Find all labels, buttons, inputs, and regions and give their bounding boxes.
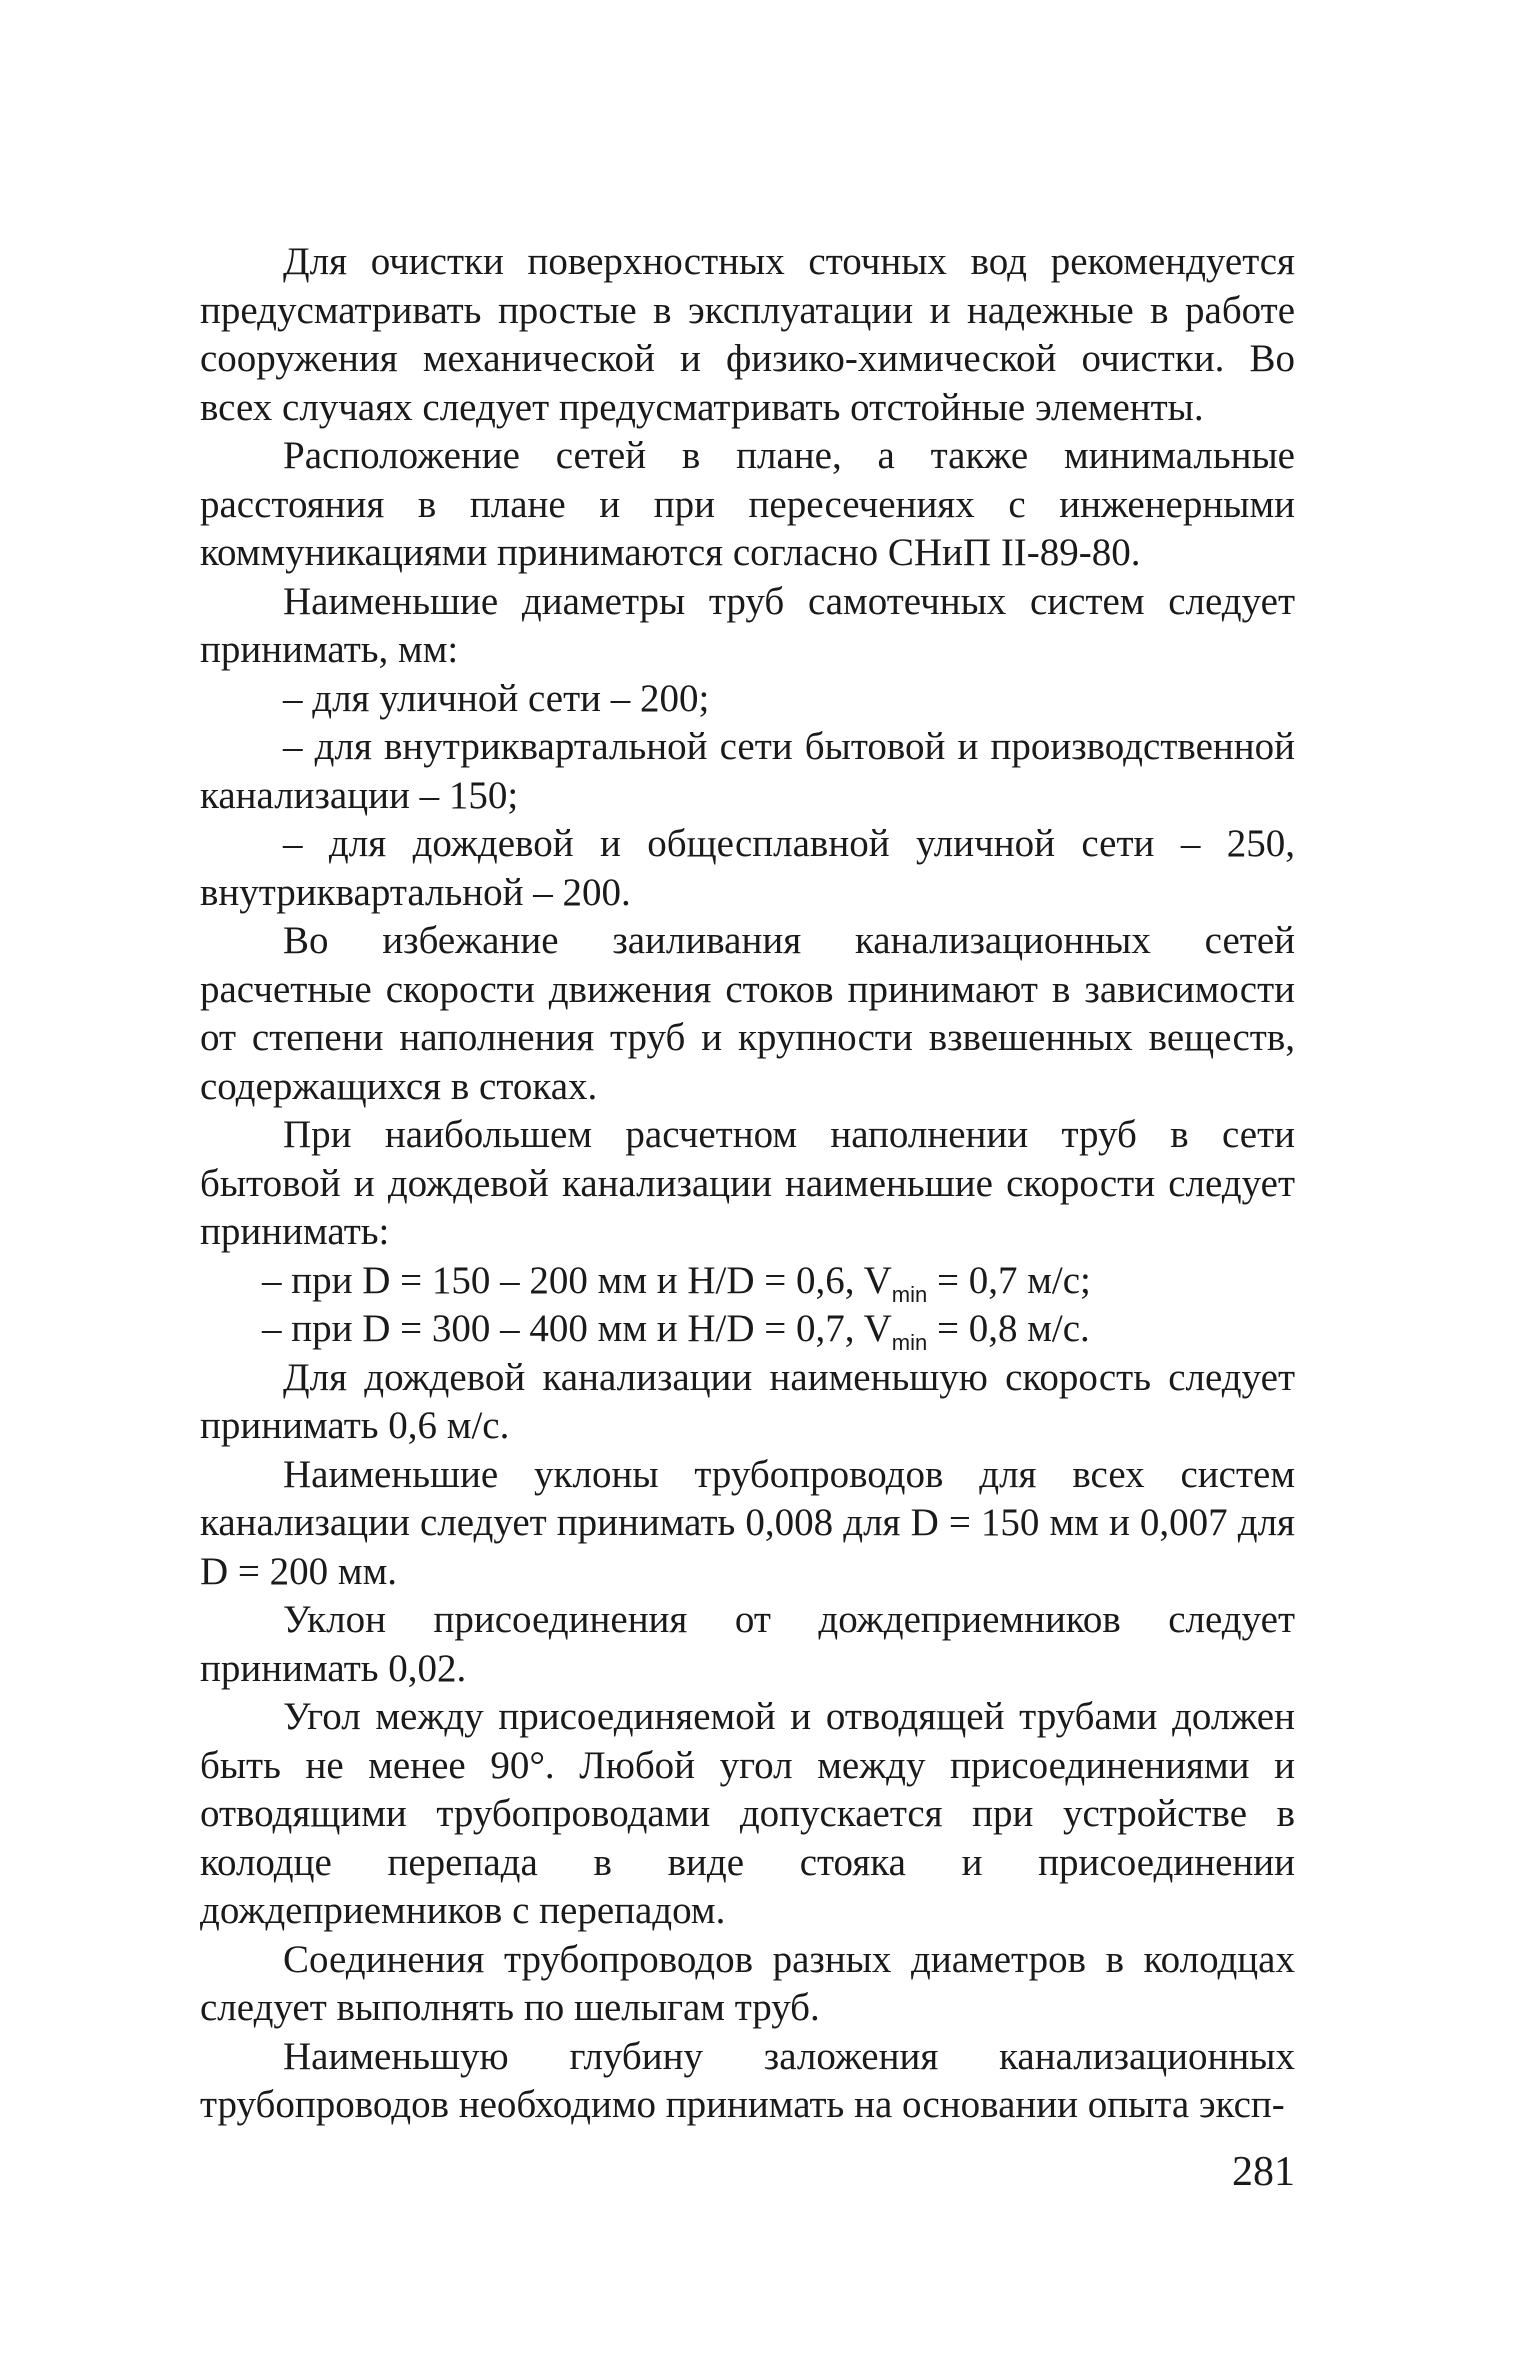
page-body [200, 238, 1295, 2130]
paragraph: Для дождевой канализации наименьшую скорость следует принимать 0,6 м/с. [200, 1355, 1295, 1447]
paragraph: Соединения трубопроводов разных диаметров в колодцах следует выполнять по шелыгам труб. [200, 1937, 1295, 2029]
paragraph: Наименьшие уклоны трубопроводов для всех систем канализации следует принимать 0,008 для D = 150 мм и 0,007 для D = 200 мм. [200, 1452, 1295, 1593]
page-number: 281 [1232, 2149, 1295, 2195]
paragraph: Во избежание заиливания канализационных сетей расчетные скорости движения стоков принимают в зависимости от степени наполнения труб и крупности взвешенных веществ, содержащихся в стоках. [200, 919, 1295, 1108]
velocity-formula [200, 1305, 1295, 1354]
list-item: – для внутриквартальной сети бытовой и производственной канализации – 150; [200, 725, 1295, 817]
formula-text: = 0,7 м/с; [927, 1258, 1091, 1302]
formula-subscript: min [891, 1281, 928, 1307]
paragraph: Угол между присоединяемой и отводящей трубами должен быть не менее 90°. Любой угол между присоединениями и отводящими трубопроводами допускается при устройстве в колодце перепада в виде стояка и присоединении дождеприемников с перепадом. [200, 1695, 1295, 1932]
list-item: – для уличной сети – 200; [283, 676, 710, 720]
paragraph: Наименьшие диаметры труб самотечных систем следует принимать, мм: [200, 579, 1295, 671]
formula-text: = 0,8 м/с. [927, 1307, 1090, 1350]
formula-subscript: min [891, 1330, 928, 1355]
paragraph: При наибольшем расчетном наполнении труб в сети бытовой и дождевой канализации наименьшие скорости следует принимать: [200, 1113, 1295, 1253]
formula-text: – при D = 300 – 400 мм и H/D = 0,7, V [262, 1307, 892, 1350]
paragraph: Расположение сетей в плане, а также минимальные расстояния в плане и при пересечениях с инженерными коммуникациями принимаются согласно СНиП II-89-80. [200, 434, 1295, 574]
velocity-formula [200, 1257, 1295, 1306]
formula-text: – при D = 150 – 200 мм и H/D = 0,6, V [262, 1258, 892, 1302]
paragraph: Наименьшую глубину заложения канализационных трубопроводов необходимо принимать на основании опыта эксп- [200, 2034, 1295, 2126]
paragraph: Уклон присоединения от дождеприемников следует принимать 0,02. [200, 1598, 1295, 1690]
paragraph: Для очистки поверхностных сточных вод рекомендуется предусматривать простые в эксплуатации и надежные в работе сооружения механической и физико-химической очистки. Во всех случаях следует предусматривать отстойные элементы. [200, 240, 1295, 429]
list-item: – для дождевой и общесплавной уличной сети – 250, внутриквартальной – 200. [200, 822, 1295, 914]
